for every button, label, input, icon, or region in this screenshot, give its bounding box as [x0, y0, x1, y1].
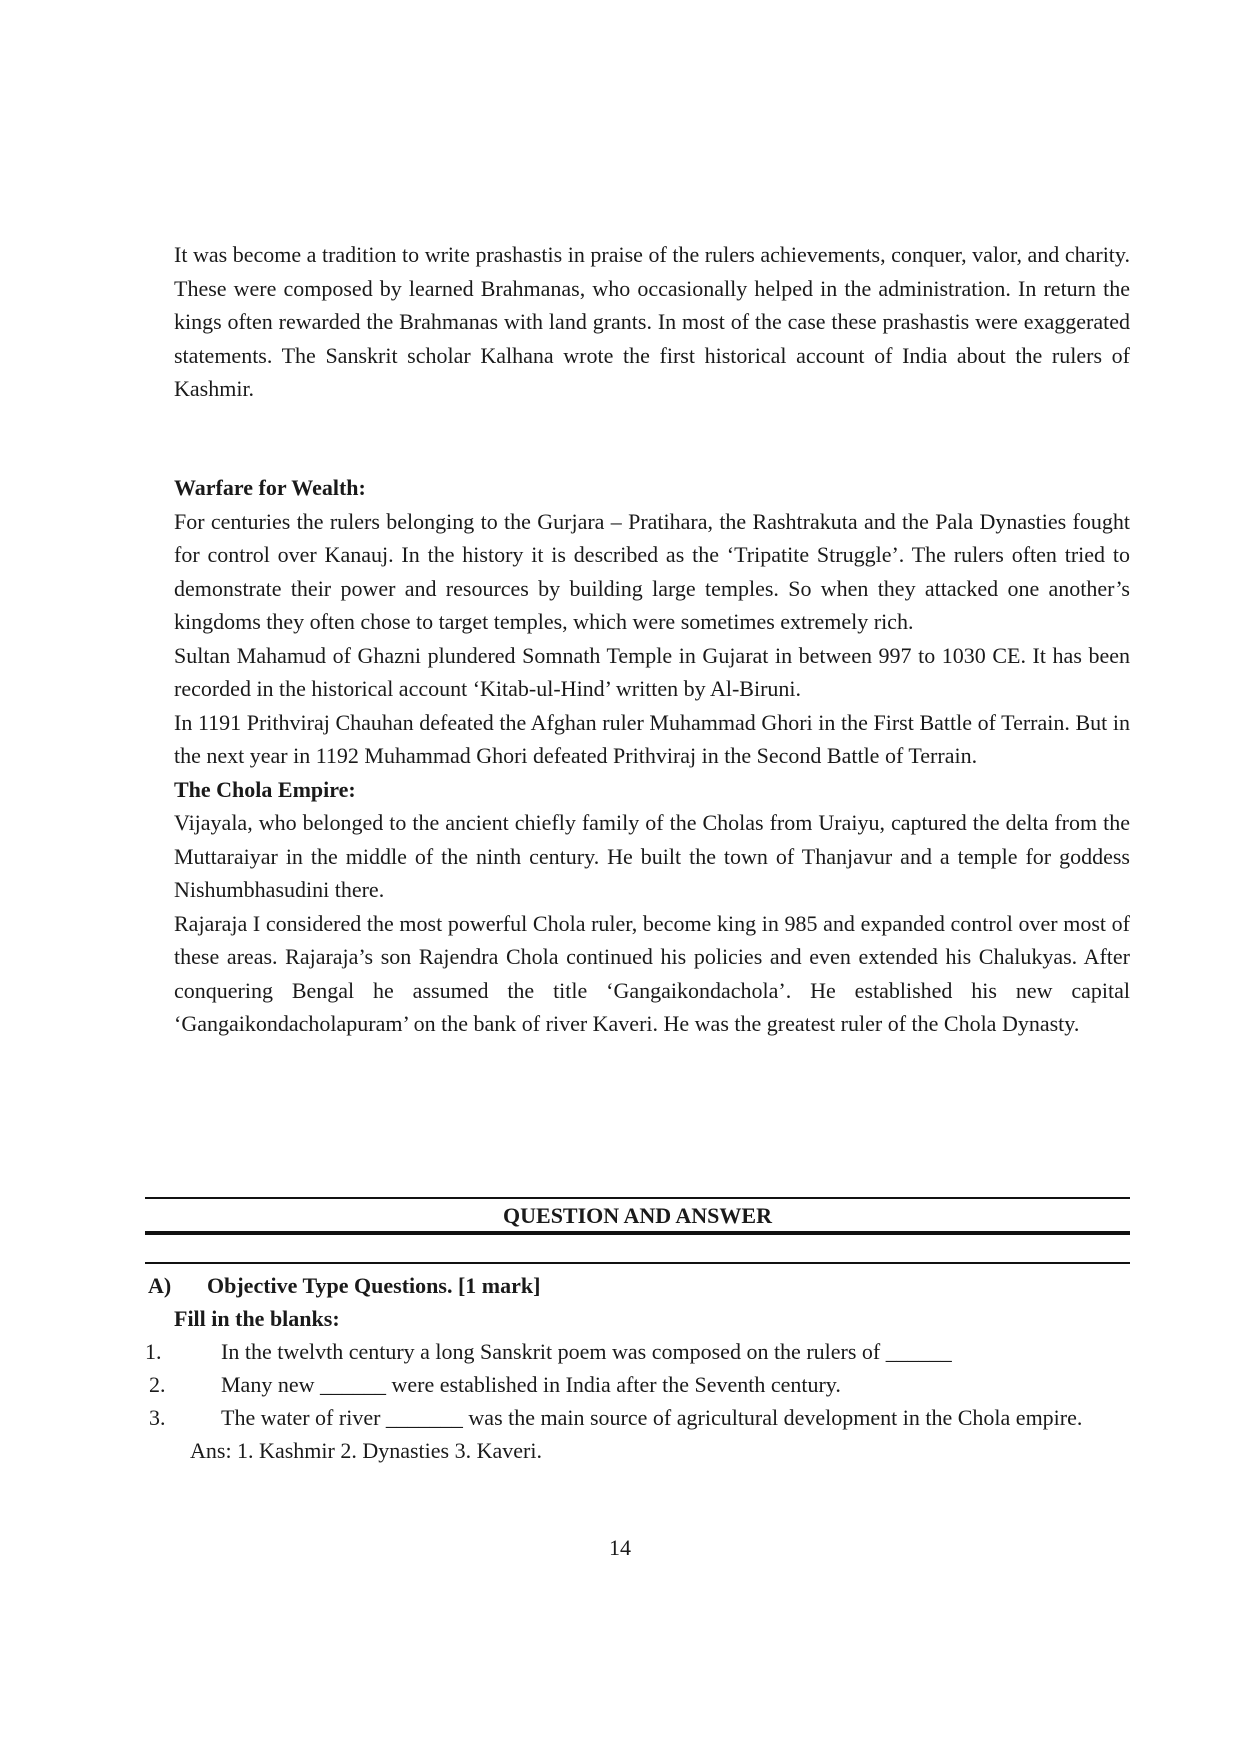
chola-paragraph-2: Rajaraja I considered the most powerful Chola ruler, become king in 985 and expanded control over most of these areas. Rajaraja’s son Rajendra Chola continued his policies and even extended his Chalukyas. After conquering Bengal he assumed the title ‘Gangaikondachola’. He established his new capital ‘Gangaikondacholapuram’ on the bank of river Kaveri. He was the greatest ruler of the Chola Dynasty.	[174, 910, 1130, 1036]
intro-section	[174, 238, 1130, 406]
answer-line: Ans: 1. Kashmir 2. Dynasties 3. Kaveri.	[190, 1438, 542, 1463]
warfare-paragraph-2: Sultan Mahamud of Ghazni plundered Somnath Temple in Gujarat in between 997 to 1030 CE. It has been recorded in the historical account ‘Kitab-ul-Hind’ written by Al-Biruni.	[174, 642, 1130, 701]
divider-bottom	[145, 1262, 1130, 1264]
question-text: Many new ______ were established in India after the Seventh century.	[221, 1372, 841, 1397]
chola-paragraph-1: Vijayala, who belonged to the ancient chiefly family of the Cholas from Uraiyu, captured the delta from the Muttaraiyar in the middle of the ninth century. He built the town of Thanjavur and a temple for goddess Nishumbhasudini there.	[174, 810, 1130, 902]
fill-blanks-heading: Fill in the blanks:	[174, 1306, 340, 1331]
question-section	[145, 1269, 1130, 1467]
section-label: A)	[148, 1273, 172, 1298]
question-number: 3.	[149, 1405, 166, 1430]
page-number: 14	[609, 1535, 631, 1560]
divider-middle	[145, 1231, 1130, 1235]
warfare-paragraph-3: In 1191 Prithviraj Chauhan defeated the Afghan ruler Muhammad Ghori in the First Battle of Terrain. But in the next year in 1192 Muhammad Ghori defeated Prithviraj in the Second Battle of Terrain.	[174, 709, 1130, 768]
question-item	[145, 1368, 1130, 1401]
divider-top	[145, 1197, 1130, 1199]
section-title: Objective Type Questions. [1 mark]	[207, 1273, 541, 1298]
question-number: 1.	[145, 1339, 162, 1364]
warfare-section	[174, 471, 1130, 1041]
warfare-paragraph-1: For centuries the rulers belonging to the Gurjara – Pratihara, the Rashtrakuta and the Pala Dynasties fought for control over Kanauj. In the history it is described as the ‘Tripatite Struggle’. The rulers often tried to demonstrate their power and resources by building large temples. So when they attacked one another’s kingdoms they often chose to target temples, which were sometimes extremely rich.	[174, 508, 1130, 634]
warfare-heading: Warfare for Wealth:	[174, 475, 366, 500]
question-text: In the twelvth century a long Sanskrit poem was composed on the rulers of ______	[221, 1339, 952, 1364]
section-header	[145, 1269, 1130, 1302]
chola-heading: The Chola Empire:	[174, 776, 356, 802]
question-item	[145, 1401, 1130, 1434]
question-item	[145, 1335, 1130, 1368]
question-number: 2.	[149, 1372, 166, 1397]
qa-title: QUESTION AND ANSWER	[503, 1203, 772, 1228]
intro-paragraph: It was become a tradition to write prashastis in praise of the rulers achievements, conquer, valor, and charity. These were composed by learned Brahmanas, who occasionally helped in the administration. In return the kings often rewarded the Brahmanas with land grants. In most of the case these prashastis were exaggerated statements. The Sanskrit scholar Kalhana wrote the first historical account of India about the rulers of Kashmir.	[174, 242, 1130, 401]
question-text: The water of river _______ was the main source of agricultural development in the Chola empire.	[221, 1405, 1083, 1430]
